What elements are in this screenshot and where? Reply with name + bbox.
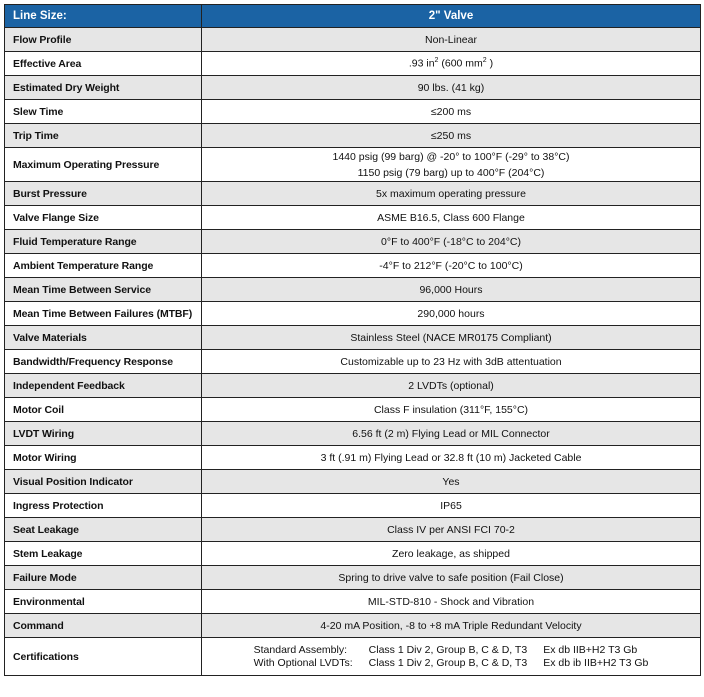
row-value <box>202 52 701 76</box>
row-label: LVDT Wiring <box>5 422 202 446</box>
certifications-value <box>202 638 701 676</box>
table-row <box>5 124 701 148</box>
row-value: 3 ft (.91 m) Flying Lead or 32.8 ft (10 m) Jacketed Cable <box>202 446 701 470</box>
row-value: ASME B16.5, Class 600 Flange <box>202 206 701 230</box>
cert-assembly: With Optional LVDTs: <box>253 656 353 669</box>
table-row <box>5 28 701 52</box>
row-label: Slew Time <box>5 100 202 124</box>
row-value: Non-Linear <box>202 28 701 52</box>
table-row <box>5 100 701 124</box>
row-label: Valve Materials <box>5 326 202 350</box>
table-row <box>5 278 701 302</box>
header-value: 2" Valve <box>202 5 701 28</box>
header-row <box>5 5 701 28</box>
table-row <box>5 302 701 326</box>
row-value: MIL-STD-810 - Shock and Vibration <box>202 590 701 614</box>
row-value: 4-20 mA Position, -8 to +8 mA Triple Redundant Velocity <box>202 614 701 638</box>
table-row <box>5 52 701 76</box>
table-row <box>5 638 701 676</box>
row-value: ≤200 ms <box>202 100 701 124</box>
header-label: Line Size: <box>5 5 202 28</box>
row-label: Stem Leakage <box>5 542 202 566</box>
row-value: IP65 <box>202 494 701 518</box>
row-value: 290,000 hours <box>202 302 701 326</box>
row-value: -4°F to 212°F (-20°C to 100°C) <box>202 254 701 278</box>
table-row <box>5 590 701 614</box>
row-value: Spring to drive valve to safe position (Fail Close) <box>202 566 701 590</box>
row-label: Failure Mode <box>5 566 202 590</box>
row-value: ≤250 ms <box>202 124 701 148</box>
table-row <box>5 566 701 590</box>
row-label: Seat Leakage <box>5 518 202 542</box>
value-line: 1150 psig (79 barg) up to 400°F (204°C) <box>357 166 545 179</box>
table-row <box>5 422 701 446</box>
row-value: Customizable up to 23 Hz with 3dB attentuation <box>202 350 701 374</box>
row-label: Motor Wiring <box>5 446 202 470</box>
table-row <box>5 494 701 518</box>
row-value: 96,000 Hours <box>202 278 701 302</box>
table-row <box>5 206 701 230</box>
row-label: Independent Feedback <box>5 374 202 398</box>
cert-class: Class 1 Div 2, Group B, C & D, T3 <box>368 656 528 669</box>
row-label: Ingress Protection <box>5 494 202 518</box>
table-row <box>5 614 701 638</box>
row-label: Fluid Temperature Range <box>5 230 202 254</box>
row-label: Environmental <box>5 590 202 614</box>
spec-table <box>4 4 701 676</box>
table-row <box>5 254 701 278</box>
table-row <box>5 230 701 254</box>
row-label: Bandwidth/Frequency Response <box>5 350 202 374</box>
value-part: .93 in <box>408 57 435 70</box>
table-row <box>5 518 701 542</box>
row-label: Ambient Temperature Range <box>5 254 202 278</box>
table-row <box>5 182 701 206</box>
table-row <box>5 446 701 470</box>
row-label: Mean Time Between Service <box>5 278 202 302</box>
row-value: Class F insulation (311°F, 155°C) <box>202 398 701 422</box>
row-label: Mean Time Between Failures (MTBF) <box>5 302 202 326</box>
row-label: Visual Position Indicator <box>5 470 202 494</box>
row-value: 0°F to 400°F (-18°C to 204°C) <box>202 230 701 254</box>
cert-ex: Ex db ib IIB+H2 T3 Gb <box>543 656 649 669</box>
row-value <box>202 148 701 182</box>
table-row <box>5 76 701 100</box>
row-label: Effective Area <box>5 52 202 76</box>
table-row <box>5 470 701 494</box>
table-row <box>5 350 701 374</box>
cert-class: Class 1 Div 2, Group B, C & D, T3 <box>368 643 528 656</box>
row-label: Flow Profile <box>5 28 202 52</box>
value-part: (600 mm <box>438 57 483 70</box>
row-value: Stainless Steel (NACE MR0175 Compliant) <box>202 326 701 350</box>
row-label: Burst Pressure <box>5 182 202 206</box>
row-label: Command <box>5 614 202 638</box>
row-value: Zero leakage, as shipped <box>202 542 701 566</box>
row-value: 90 lbs. (41 kg) <box>202 76 701 100</box>
row-label: Maximum Operating Pressure <box>5 148 202 182</box>
table-row <box>5 326 701 350</box>
row-value: 6.56 ft (2 m) Flying Lead or MIL Connector <box>202 422 701 446</box>
row-label: Trip Time <box>5 124 202 148</box>
row-value: 2 LVDTs (optional) <box>202 374 701 398</box>
table-row <box>5 374 701 398</box>
value-line: 1440 psig (99 barg) @ -20° to 100°F (-29° to 38°C) <box>332 150 570 163</box>
table-row <box>5 398 701 422</box>
cert-ex: Ex db IIB+H2 T3 Gb <box>543 643 638 656</box>
certifications-grid <box>254 644 649 670</box>
row-value: Class IV per ANSI FCI 70-2 <box>202 518 701 542</box>
row-label: Motor Coil <box>5 398 202 422</box>
row-value: 5x maximum operating pressure <box>202 182 701 206</box>
superscript: 2 <box>434 57 439 65</box>
table-row <box>5 542 701 566</box>
row-value: Yes <box>202 470 701 494</box>
cert-assembly: Standard Assembly: <box>253 643 348 656</box>
superscript: 2 <box>482 57 487 65</box>
row-label: Certifications <box>5 638 202 676</box>
table-row <box>5 148 701 182</box>
row-label: Estimated Dry Weight <box>5 76 202 100</box>
row-label: Valve Flange Size <box>5 206 202 230</box>
value-part: ) <box>486 57 494 70</box>
